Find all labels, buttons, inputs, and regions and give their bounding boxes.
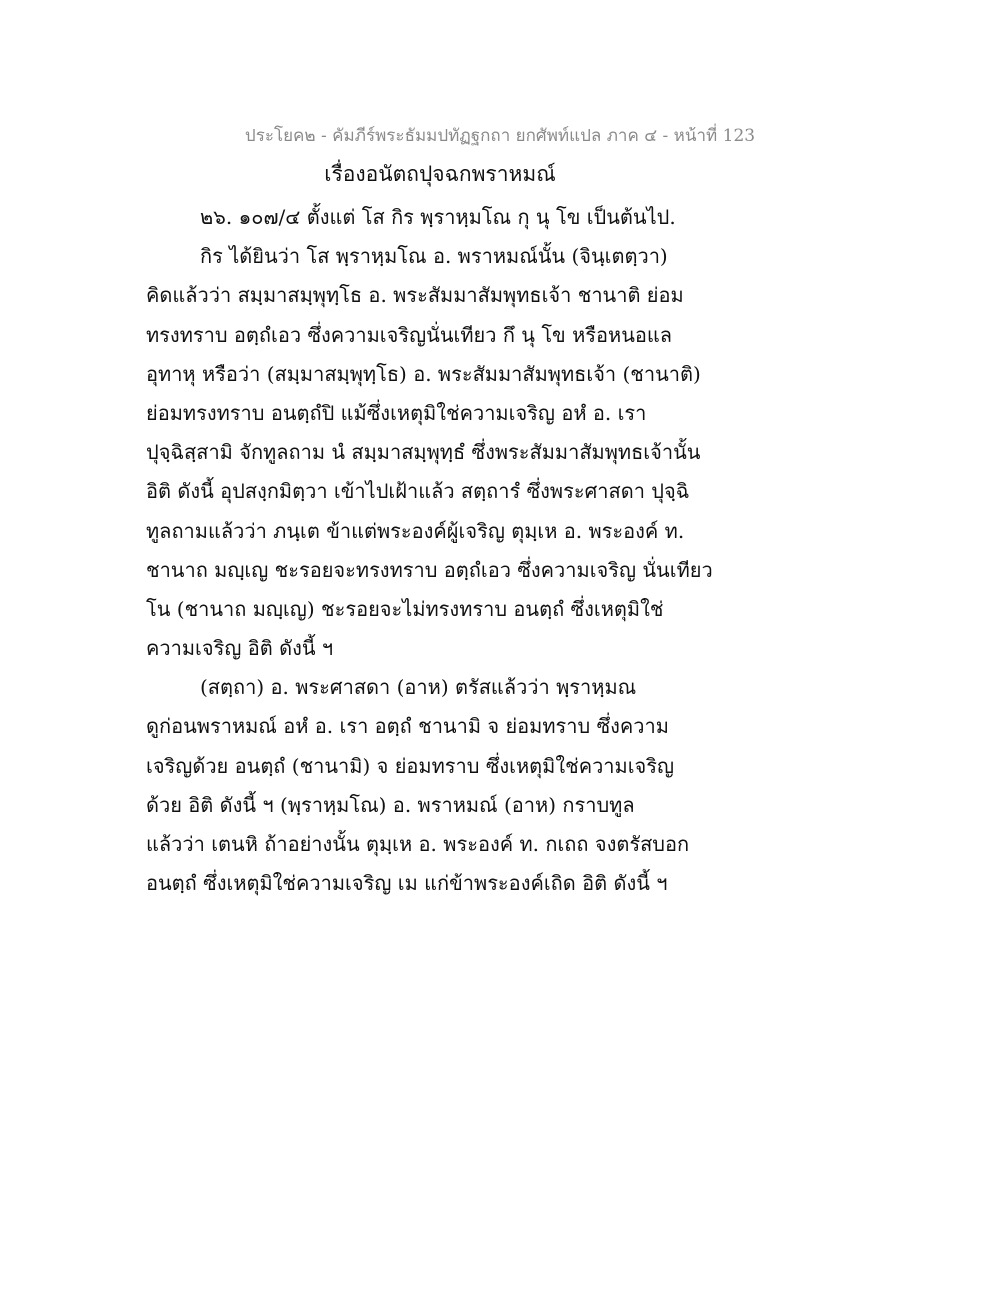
text-line: ความเจริญ อิติ ดังนี้ ฯ (146, 636, 334, 661)
body-text (146, 198, 866, 903)
text-line: โน (ชานาถ มญฺเญ) ชะรอยจะไม่ทรงทราบ อนตฺถํ ซึ่งเหตุมิใช่ (146, 596, 664, 621)
text-line: แล้วว่า เตนหิ ถ้าอย่างนั้น ตุมฺเห อ. พระองค์ ท. กเถถ จงตรัสบอก (146, 832, 690, 856)
text-line: ทรงทราบ อตฺถํเอว ซึ่งความเจริญนั่นเทียว กึ นุ โข หรือหนอแล (146, 322, 673, 347)
text-line: อนตฺถํ ซึ่งเหตุมิใช่ความเจริญ เม แก่ข้าพระองค์เถิด อิติ ดังนี้ ฯ (146, 871, 668, 896)
text-line: ทูลถามแล้วว่า ภนฺเต ข้าแต่พระองค์ผู้เจริญ ตุมฺเห อ. พระองค์ ท. (146, 518, 685, 543)
text-line: คิดแล้วว่า สมฺมาสมฺพุทฺโธ อ. พระสัมมาสัมพุทธเจ้า ชานาติ ย่อม (146, 283, 684, 308)
text-line: ชานาถ มญฺเญ ชะรอยจะทรงทราบ อตฺถํเอว ซึ่งความเจริญ นั่นเทียว (146, 557, 713, 582)
text-line: กิร ได้ยินว่า โส พฺราหฺมโณ อ. พราหมณ์นั้น (จินฺเตตฺวา) (200, 244, 668, 269)
running-header: ประโยค๒ - คัมภีร์พระธัมมปทัฏฐกถา ยกศัพท์แปล ภาค ๔ - หน้าที่ 123 (244, 126, 756, 146)
text-line: ๒๖. ๑๐๗/๔ ตั้งแต่ โส กิร พฺราหฺมโณ กุ นุ โข เป็นต้นไป. (200, 205, 676, 229)
text-line: ปุจฺฉิสฺสามิ จักทูลถาม นํ สมฺมาสมฺพุทฺธํ ซึ่งพระสัมมาสัมพุทธเจ้านั้น (146, 440, 701, 465)
text-line: ด้วย อิติ ดังนี้ ฯ (พฺราหฺมโณ) อ. พราหมณ์ (อาห) กราบทูล (146, 792, 635, 817)
story-title: เรื่องอนัตถปุจฉกพราหมณ์ (324, 162, 556, 186)
text-line: (สตฺถา) อ. พระศาสดา (อาห) ตรัสแล้วว่า พฺราหฺมณ (200, 675, 637, 700)
text-line: อุทาหุ หรือว่า (สมฺมาสมฺพุทฺโธ) อ. พระสัมมาสัมพุทธเจ้า (ชานาติ) (146, 361, 701, 386)
text-line: อิติ ดังนี้ อุปสงฺกมิตฺวา เข้าไปเฝ้าแล้ว สตฺถารํ ซึ่งพระศาสดา ปุจฺฉิ (146, 479, 690, 504)
text-line: ย่อมทรงทราบ อนตฺถํปิ แม้ซึ่งเหตุมิใช่ความเจริญ อหํ อ. เรา (146, 400, 647, 425)
text-line: ดูก่อนพราหมณ์ อหํ อ. เรา อตฺถํ ชานามิ จ ย่อมทราบ ซึ่งความ (146, 714, 669, 739)
text-line: เจริญด้วย อนตฺถํ (ชานามิ) จ ย่อมทราบ ซึ่งเหตุมิใช่ความเจริญ (146, 753, 675, 778)
